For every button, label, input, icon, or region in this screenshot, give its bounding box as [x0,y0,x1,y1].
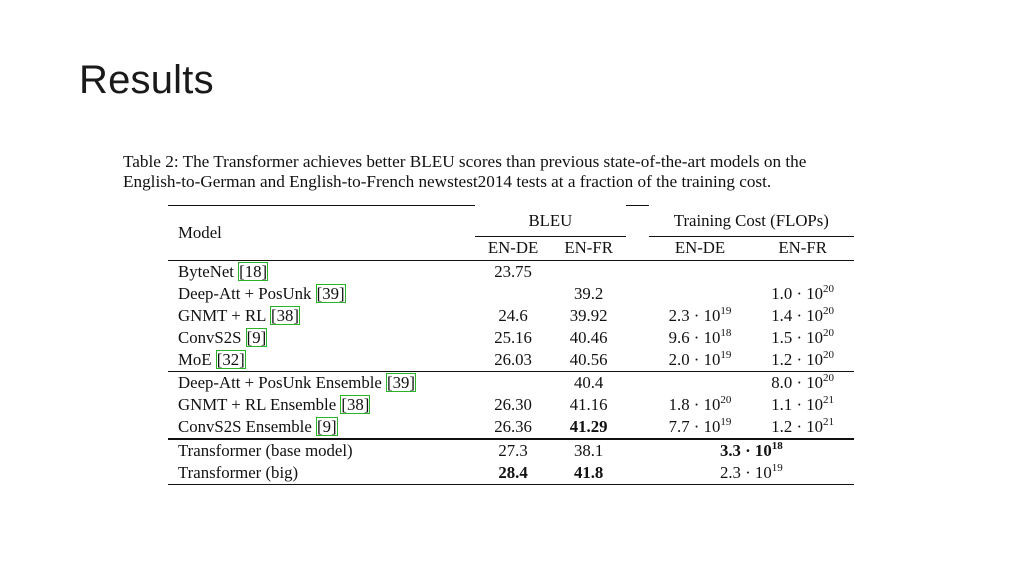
cost-exponent: 20 [823,348,835,361]
training-cost-en-fr-cell [751,260,854,283]
model-name: Deep-Att + PosUnk Ensemble [178,372,382,392]
model-name-cell [168,416,475,439]
model-name-cell [168,305,475,327]
bleu-en-fr-cell: 38.1 [551,439,626,462]
model-name: GNMT + RL Ensemble [178,394,337,414]
bleu-en-fr-cell: 39.92 [569,305,608,325]
citation-link[interactable]: [18] [239,261,268,281]
citation-link[interactable]: [9] [317,416,337,436]
model-name: ConvS2S Ensemble [178,416,312,436]
model-name-cell [168,349,475,372]
training-cost-en-fr-cell [751,327,854,349]
header-training-cost: Training Cost (FLOPs) [649,206,854,237]
table-row [168,462,854,485]
table-row [168,260,854,283]
table-row [168,349,854,372]
training-cost-en-fr-cell [751,371,854,394]
training-cost-en-de-cell [649,260,752,283]
table-row [168,394,854,416]
results-table-wrapper [168,205,854,485]
cost-exponent: 20 [823,326,835,339]
header-cost-en-de: EN-DE [674,238,726,257]
slide-title: Results [79,58,214,102]
header-bleu-en-de: EN-DE [487,238,539,257]
bleu-en-fr-cell [551,260,626,283]
cost-mantissa: 1.5 · 10 [771,327,824,347]
model-name: ByteNet [178,261,234,281]
training-cost-merged-cell [649,439,854,462]
citation-link[interactable]: [38] [271,305,299,325]
caption-line-2: English-to-German and English-to-French newstest2014 tests at a fraction of the training cost. [123,172,772,191]
header-bleu-en-fr: EN-FR [564,238,613,257]
cost-mantissa: 7.7 · 10 [668,416,721,436]
bleu-en-fr-cell: 40.56 [569,349,608,369]
bleu-en-de-cell: 23.75 [475,260,552,283]
table-body [168,260,854,484]
model-name-cell [168,394,475,416]
model-name: GNMT + RL [178,305,266,325]
cost-exponent: 21 [823,393,835,406]
cost-mantissa: 3.3 · 10 [719,440,772,460]
bleu-en-de-cell: 24.6 [498,305,528,325]
cost-exponent: 19 [720,304,732,317]
header-cost-en-fr: EN-FR [778,238,827,257]
cost-mantissa: 2.0 · 10 [668,349,721,369]
model-name-cell [168,260,475,283]
header-gap [626,206,649,237]
citation-link[interactable]: [38] [341,394,370,414]
model-name: Deep-Att + PosUnk [178,283,312,303]
cost-mantissa: 1.0 · 10 [771,283,824,303]
model-name: ConvS2S [178,327,242,347]
training-cost-en-de-cell [649,283,752,305]
table-row [168,371,854,394]
results-table [168,205,854,485]
table-row [168,327,854,349]
cost-mantissa: 1.8 · 10 [668,394,721,414]
bleu-en-de-cell [475,283,552,305]
cost-mantissa: 1.1 · 10 [771,394,824,414]
bleu-en-fr-cell: 40.46 [569,327,608,347]
table-row [168,416,854,439]
table-caption [123,152,913,192]
training-cost-en-de-cell [649,349,752,372]
citation-link[interactable]: [32] [216,349,245,369]
cost-exponent: 19 [771,461,783,474]
training-cost-en-de-cell [649,327,752,349]
model-name-cell [168,371,475,394]
training-cost-merged-cell [649,462,854,485]
bleu-en-de-cell: 27.3 [475,439,552,462]
table-row [168,283,854,305]
cost-exponent: 19 [720,348,732,361]
header-model: Model [168,206,475,261]
bleu-en-fr-cell: 39.2 [573,283,604,303]
caption-line-1: Table 2: The Transformer achieves better BLEU scores than previous state-of-the-art models on the [123,152,807,171]
citation-link[interactable]: [39] [387,372,415,392]
training-cost-en-fr-cell [751,394,854,416]
table-row [168,305,854,327]
citation-link[interactable]: [9] [246,327,267,347]
cost-mantissa: 1.4 · 10 [771,305,824,325]
header-row-top [168,206,854,237]
model-name: Transformer (base model) [178,440,353,460]
model-name-cell [168,283,475,305]
bleu-en-de-cell [475,371,552,394]
bleu-en-de-cell: 26.36 [494,416,532,436]
training-cost-en-de-cell [649,305,752,327]
training-cost-en-de-cell [649,371,752,394]
cost-exponent: 18 [720,326,732,339]
header-bleu: BLEU [475,206,626,237]
cost-exponent: 18 [771,439,783,452]
bleu-en-de-cell: 25.16 [494,327,532,347]
training-cost-en-fr-cell [751,305,854,327]
cost-mantissa: 2.3 · 10 [719,462,772,482]
cost-mantissa: 1.2 · 10 [771,349,824,369]
training-cost-en-de-cell [649,394,752,416]
bleu-en-fr-cell: 41.29 [569,416,608,436]
training-cost-en-de-cell [649,416,752,439]
bleu-en-fr-cell: 40.4 [551,371,626,394]
model-name-cell [168,327,475,349]
cost-exponent: 20 [823,304,835,317]
cost-exponent: 19 [720,415,732,428]
bleu-en-de-cell: 26.30 [494,394,532,414]
cost-exponent: 20 [720,393,732,406]
bleu-en-de-cell: 26.03 [494,349,532,369]
model-name: MoE [178,349,212,369]
cost-exponent: 20 [823,282,835,295]
model-name: Transformer (big) [178,462,299,482]
cost-exponent: 21 [823,415,835,428]
cost-exponent: 20 [823,371,835,384]
training-cost-en-fr-cell [751,349,854,372]
bleu-en-de-cell: 28.4 [475,462,552,485]
cost-mantissa: 2.3 · 10 [668,305,721,325]
model-name-cell [168,439,475,462]
bleu-en-fr-cell: 41.16 [569,394,608,414]
cost-mantissa: 1.2 · 10 [771,416,824,436]
cost-mantissa: 9.6 · 10 [668,327,721,347]
training-cost-en-fr-cell [751,283,854,305]
table-row [168,439,854,462]
citation-link[interactable]: [39] [316,283,345,303]
bleu-en-fr-cell: 41.8 [551,462,626,485]
model-name-cell [168,462,475,485]
cost-mantissa: 8.0 · 10 [771,372,824,392]
training-cost-en-fr-cell [751,416,854,439]
